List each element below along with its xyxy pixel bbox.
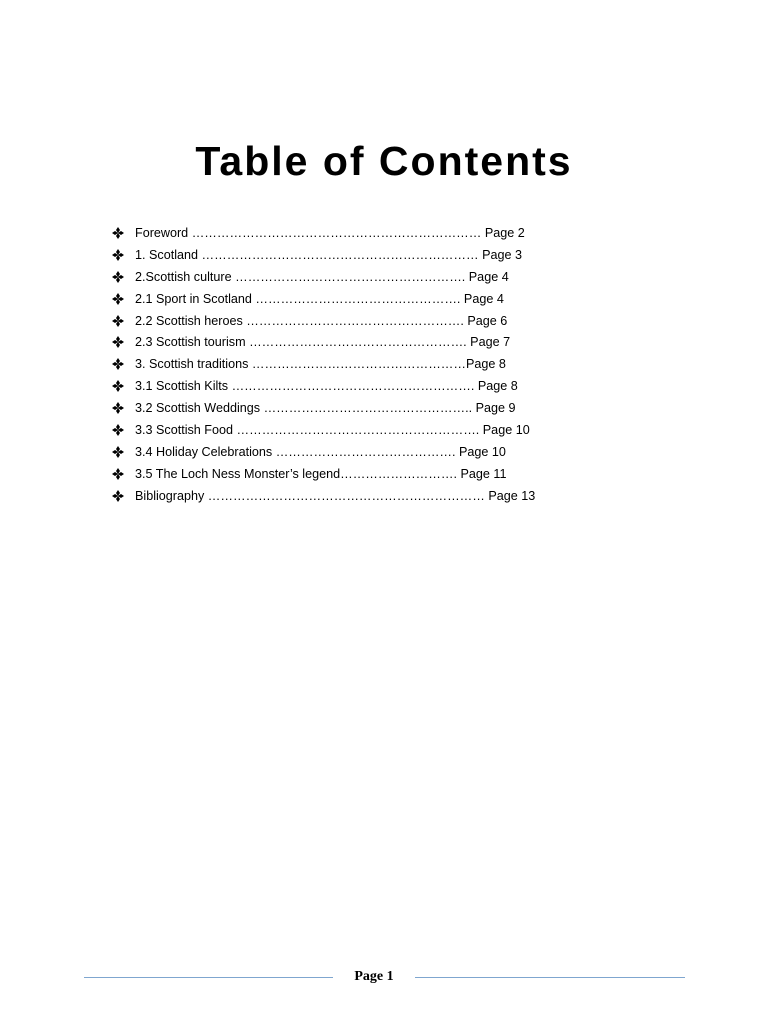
toc-entry-text: 3.4 Holiday Celebrations ……………………………………. Page 10: [135, 444, 506, 459]
four-diamond-bullet-icon: [112, 446, 124, 458]
toc-entry: [112, 311, 535, 333]
toc-entry-text: Bibliography ………………………………………………………… Page 13: [135, 488, 536, 503]
toc-entry: [112, 420, 535, 442]
footer-rule-right: [415, 977, 685, 978]
toc-entry-text: 3.3 Scottish Food …………………………………………………. Page 10: [135, 423, 530, 438]
four-diamond-bullet-icon: [112, 380, 124, 392]
toc-entry: [112, 332, 535, 354]
toc-entry: [112, 442, 535, 464]
toc-entry: [112, 376, 535, 398]
toc-entry-text: 2.Scottish culture ………………………………………………. Page 4: [135, 269, 509, 284]
toc-entry-text: Foreword …………………………………………………………… Page 2: [135, 226, 525, 240]
four-diamond-bullet-icon: [112, 249, 124, 261]
toc-entry-text: 2.1 Sport in Scotland …………………………………………. Page 4: [135, 291, 504, 306]
toc-entry: [112, 267, 535, 289]
toc-entry: [112, 486, 535, 508]
toc-entry-text: 3.1 Scottish Kilts …………………………………………………. Page 8: [135, 379, 518, 394]
four-diamond-bullet-icon: [112, 402, 124, 414]
four-diamond-bullet-icon: [112, 293, 124, 305]
four-diamond-bullet-icon: [112, 468, 124, 480]
four-diamond-bullet-icon: [112, 424, 124, 436]
four-diamond-bullet-icon: [112, 271, 124, 283]
page-title: Table of Contents: [195, 138, 573, 184]
toc-entry: [112, 289, 535, 311]
four-diamond-bullet-icon: [112, 227, 124, 239]
footer-rule-left: [84, 977, 333, 978]
page-footer: [0, 966, 768, 990]
toc-entry-text: 3. Scottish traditions ……………………………………………Page 8: [135, 357, 506, 372]
toc-entry-text: 3.5 The Loch Ness Monster’s legend………………………. Page 11: [135, 466, 507, 481]
toc-entry: [112, 245, 535, 267]
toc-entry: [112, 223, 535, 245]
toc-list: [112, 223, 535, 508]
four-diamond-bullet-icon: [112, 336, 124, 348]
four-diamond-bullet-icon: [112, 358, 124, 370]
toc-entry: [112, 464, 535, 486]
page-number: Page 1: [354, 969, 394, 984]
four-diamond-bullet-icon: [112, 315, 124, 327]
toc-entry: [112, 398, 535, 420]
toc-entry: [112, 354, 535, 376]
toc-entry-text: 3.2 Scottish Weddings ………………………………………….. Page 9: [135, 401, 516, 416]
toc-entry-text: 2.3 Scottish tourism ……………………………………………. Page 7: [135, 335, 511, 350]
toc-entry-text: 2.2 Scottish heroes ……………………………………………. Page 6: [135, 313, 508, 328]
four-diamond-bullet-icon: [112, 490, 124, 502]
toc-entry-text: 1. Scotland ………………………………………………………… Page 3: [135, 247, 522, 262]
